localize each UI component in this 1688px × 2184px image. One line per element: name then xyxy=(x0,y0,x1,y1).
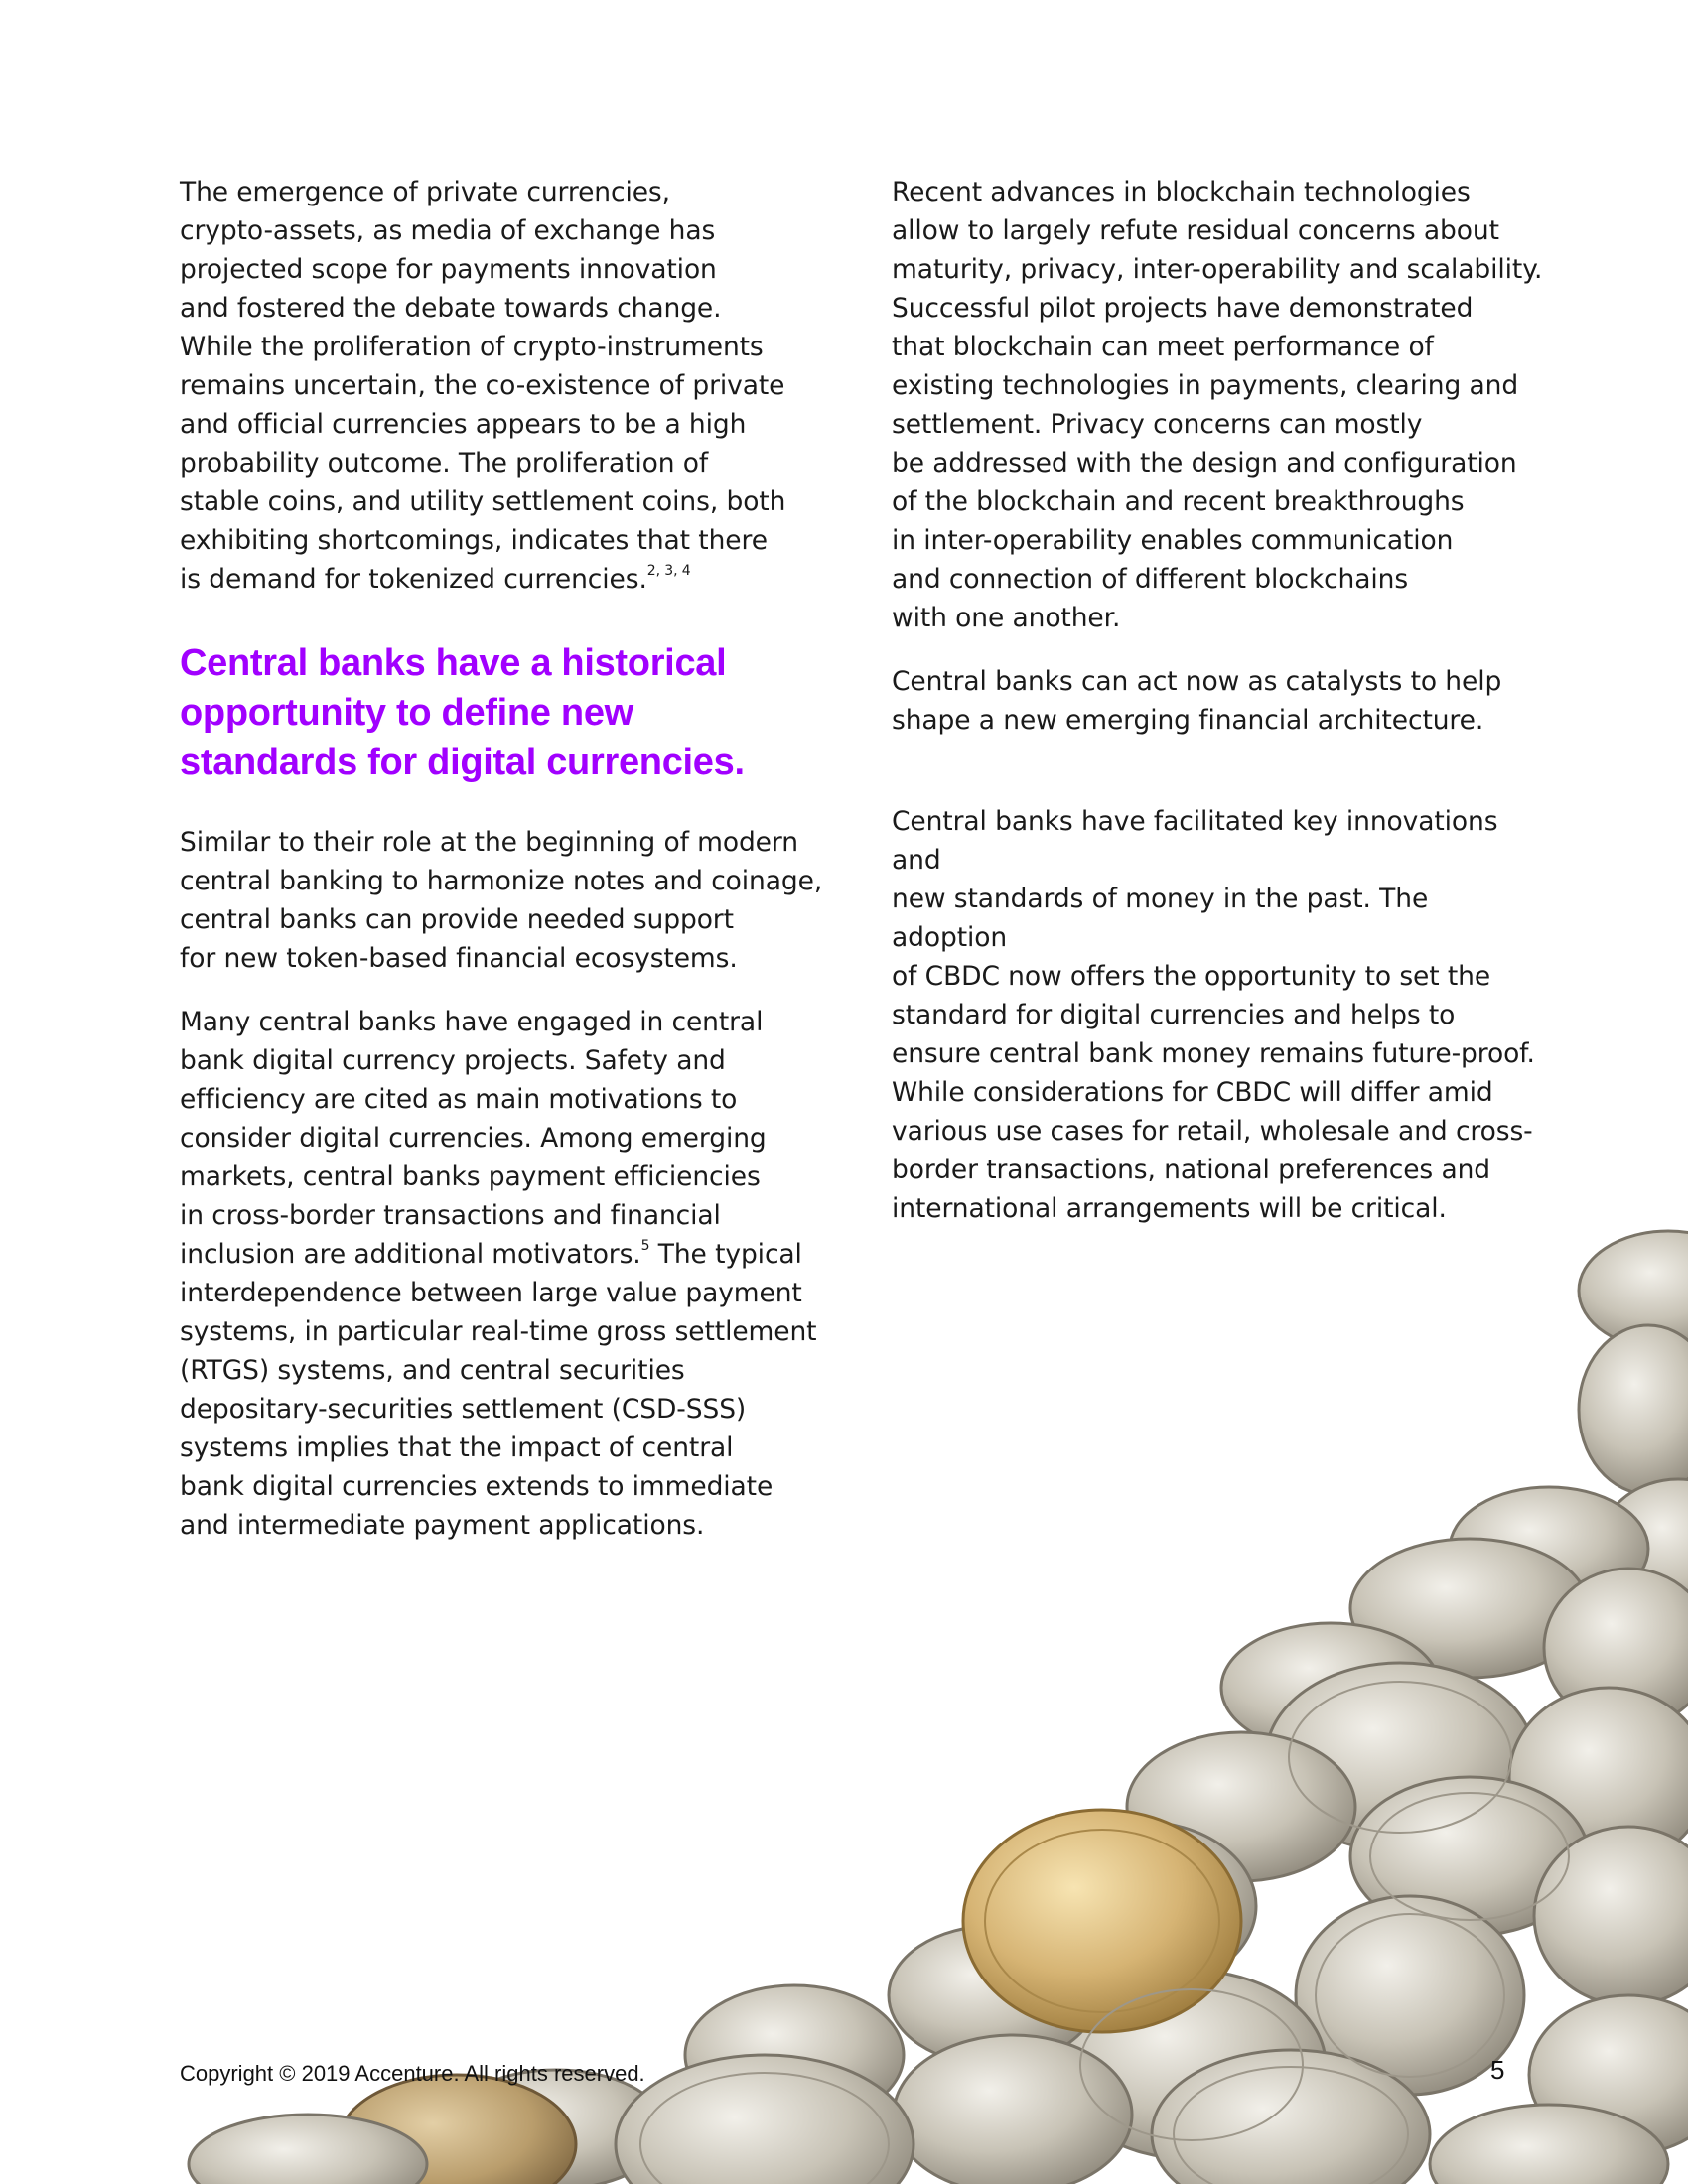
central-banking-paragraph: Similar to their role at the beginning of modern central banking to harmonize notes and coinage, central banks can provide needed support for new token-based financial ecosystems. xyxy=(180,827,823,974)
callout-heading: Central banks have a historical opportunity to define new standards for digital currencies. xyxy=(180,642,745,783)
footnote-reference: 5 xyxy=(640,1238,650,1254)
catalysts-paragraph: Central banks can act now as catalysts to help shape a new emerging financial architecture. xyxy=(892,666,1502,736)
intro-paragraph: The emergence of private currencies, crypto-assets, as media of exchange has projected scope for payments innovation and fostered the debate towards change. While the proliferation of crypto-instruments remains uncertain, the co-existence of private and official currencies appears to be a high probability outcome. The proliferation of stable coins, and utility settlement coins, both exhibiting shortcomings, indicates that there is demand for tokenized currencies.$^{2, 3, 4}$ xyxy=(180,177,786,595)
copyright-footer: Copyright © 2019 Accenture. All rights reserved. xyxy=(180,2061,645,2086)
cbdc-projects-paragraph: Many central banks have engaged in central bank digital currency projects. Safety and efficiency are cited as main motivations to consider digital currencies. Among emerging markets, central banks payment efficiencies in cross-border transactions and financial inclusion are additional motivators.$^5$ The typical interdependence between large value payment systems, in particular real-time gross settlement (RTGS) systems, and central securities depositary-securities settlement (CSD-SSS) systems implies that the impact of central bank digital currencies extends to immediate and intermediate payment applications. xyxy=(180,1007,817,1541)
page-number: 5 xyxy=(1490,2055,1505,2085)
footnote-reference: 2, 3, 4 xyxy=(646,563,691,579)
blockchain-paragraph: Recent advances in blockchain technologies allow to largely refute residual concerns about maturity, privacy, inter-operability and scalability. Successful pilot projects have demonstrated that blockchain can meet performance of existing technologies in payments, clearing and settlement. Privacy concerns can mostly be addressed with the design and configuration of the blockchain and recent breakthroughs in inter-operability enables communication and connection of different blockchains with one another. xyxy=(892,177,1543,633)
innovations-paragraph: Central banks have facilitated key innovations and new standards of money in the past. The adoption of CBDC now offers the opportunity to set the standard for digital currencies and helps to ensure central bank money remains future-proof. While considerations for CBDC will differ amid various use cases for retail, wholesale and cross- border transactions, national preferences and international arrangements will be critical. xyxy=(892,806,1535,1224)
